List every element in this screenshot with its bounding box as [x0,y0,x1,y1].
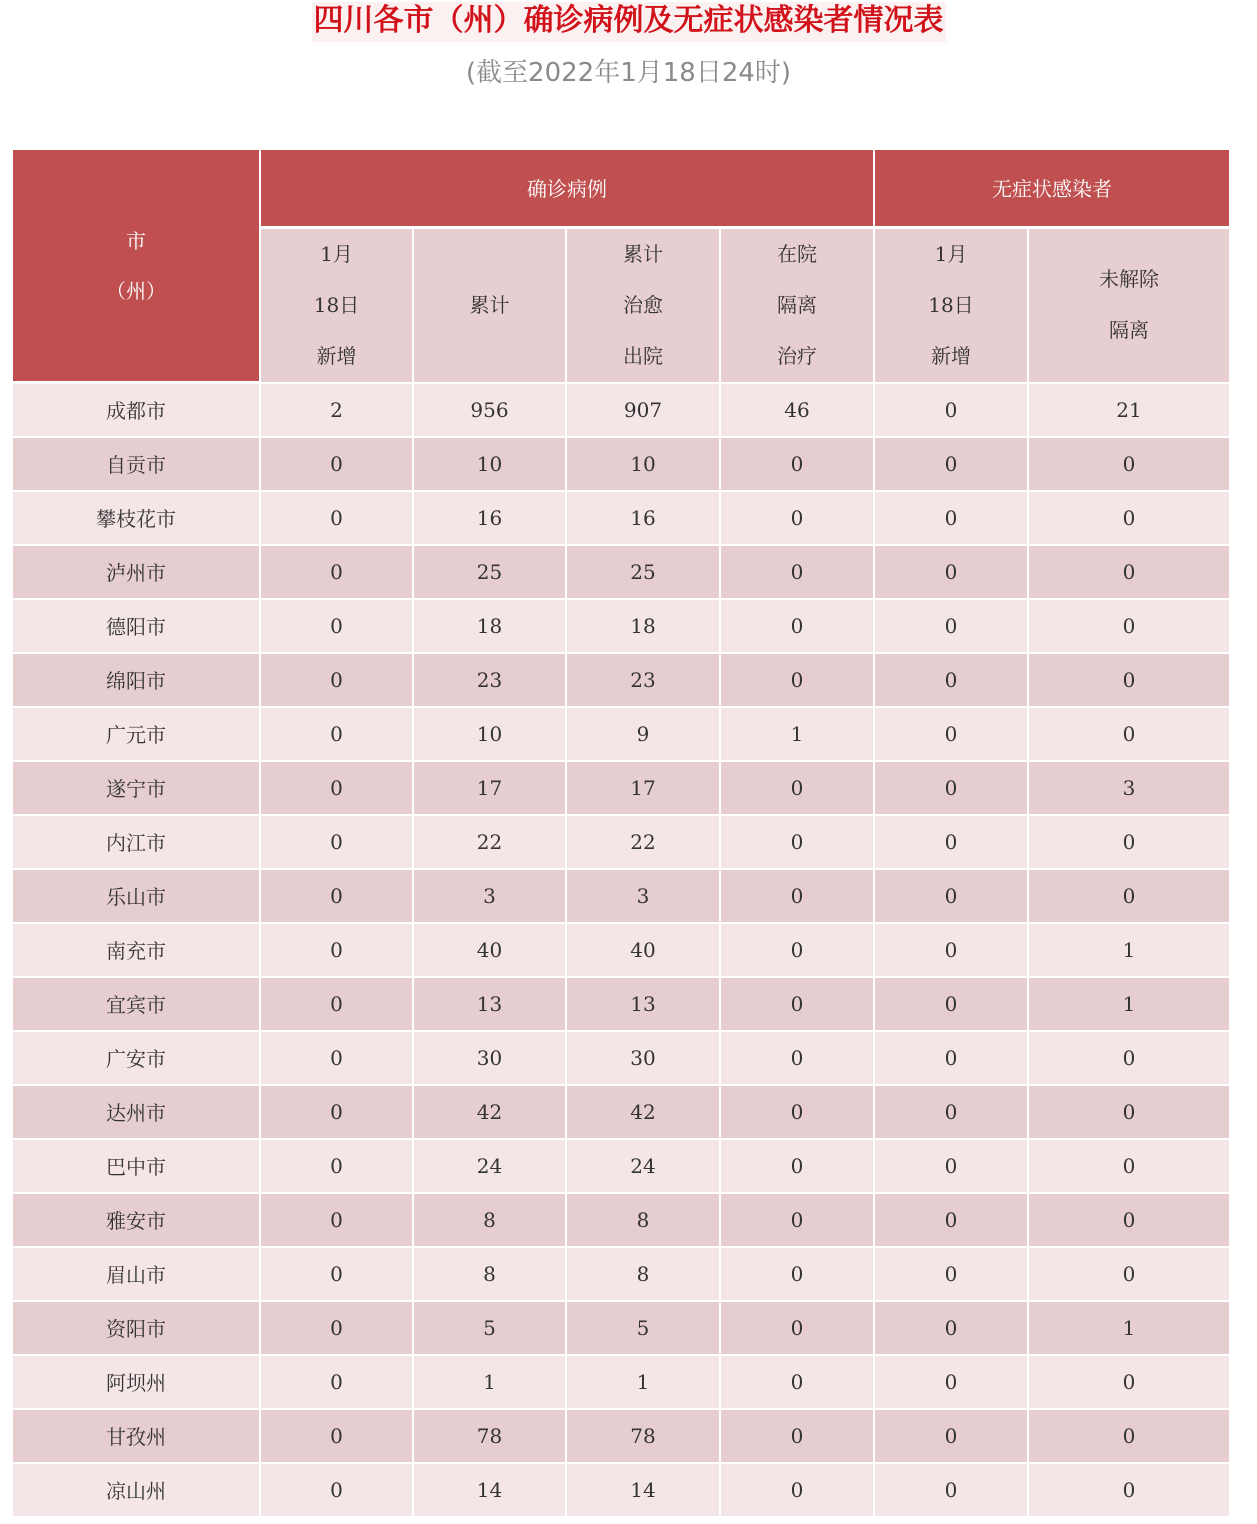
cell-confirmed-new: 0 [260,1463,413,1517]
cell-confirmed-hospitalized: 0 [720,923,874,977]
cell-confirmed-hospitalized: 1 [720,707,874,761]
cell-confirmed-recovered: 30 [566,1031,720,1085]
cell-asymptomatic-new: 0 [874,707,1028,761]
cell-asymptomatic-isolated: 1 [1028,1301,1229,1355]
cell-confirmed-new: 0 [260,599,413,653]
cell-city-name: 资阳市 [13,1301,260,1355]
cell-asymptomatic-isolated: 1 [1028,977,1229,1031]
cell-confirmed-recovered: 1 [566,1355,720,1409]
cell-asymptomatic-new: 0 [874,923,1028,977]
cell-city-name: 绵阳市 [13,653,260,707]
cell-asymptomatic-isolated: 1 [1028,923,1229,977]
cell-confirmed-hospitalized: 0 [720,1247,874,1301]
cell-asymptomatic-new: 0 [874,1031,1028,1085]
cell-confirmed-recovered: 42 [566,1085,720,1139]
cell-asymptomatic-isolated: 0 [1028,491,1229,545]
cell-city-name: 攀枝花市 [13,491,260,545]
cell-asymptomatic-new: 0 [874,545,1028,599]
header-group-confirmed: 确诊病例 [260,150,874,227]
cell-confirmed-total: 14 [413,1463,566,1517]
cell-asymptomatic-new: 0 [874,977,1028,1031]
cell-confirmed-hospitalized: 0 [720,1355,874,1409]
table-row [13,923,1229,977]
cell-asymptomatic-new: 0 [874,869,1028,923]
cell-city-name: 德阳市 [13,599,260,653]
cell-confirmed-recovered: 18 [566,599,720,653]
cell-confirmed-recovered: 13 [566,977,720,1031]
cell-asymptomatic-isolated: 0 [1028,869,1229,923]
cell-confirmed-new: 0 [260,437,413,491]
page-subtitle: (截至2022年1月18日24时) [465,58,792,88]
cell-city-name: 雅安市 [13,1193,260,1247]
cell-asymptomatic-isolated: 0 [1028,1409,1229,1463]
cell-confirmed-total: 23 [413,653,566,707]
cell-confirmed-new: 0 [260,1247,413,1301]
page-title-wrap [0,2,1257,42]
cell-city-name: 凉山州 [13,1463,260,1517]
cell-confirmed-recovered: 14 [566,1463,720,1517]
cell-city-name: 成都市 [13,383,260,437]
cell-confirmed-new: 0 [260,815,413,869]
header-confirmed-total: 累计 [413,227,566,383]
cell-confirmed-total: 1 [413,1355,566,1409]
cell-asymptomatic-isolated: 0 [1028,437,1229,491]
cell-confirmed-hospitalized: 0 [720,545,874,599]
cell-asymptomatic-new: 0 [874,383,1028,437]
cell-city-name: 遂宁市 [13,761,260,815]
cell-confirmed-total: 3 [413,869,566,923]
table-row [13,491,1229,545]
cell-asymptomatic-new: 0 [874,1085,1028,1139]
cell-confirmed-hospitalized: 0 [720,1463,874,1517]
cell-confirmed-total: 24 [413,1139,566,1193]
table-row [13,1085,1229,1139]
cell-asymptomatic-isolated: 0 [1028,1247,1229,1301]
cell-asymptomatic-isolated: 3 [1028,761,1229,815]
cell-confirmed-hospitalized: 0 [720,437,874,491]
cell-city-name: 泸州市 [13,545,260,599]
cell-asymptomatic-new: 0 [874,815,1028,869]
table-row [13,383,1229,437]
cell-confirmed-total: 13 [413,977,566,1031]
cell-confirmed-recovered: 25 [566,545,720,599]
table-row [13,1247,1229,1301]
cell-confirmed-total: 22 [413,815,566,869]
table-row [13,707,1229,761]
cell-confirmed-hospitalized: 0 [720,1085,874,1139]
header-asymptomatic-isolated: 未解除 隔离 [1028,227,1229,383]
cell-asymptomatic-isolated: 0 [1028,1355,1229,1409]
cell-confirmed-total: 18 [413,599,566,653]
cell-confirmed-total: 5 [413,1301,566,1355]
cell-city-name: 达州市 [13,1085,260,1139]
cell-asymptomatic-new: 0 [874,599,1028,653]
cell-confirmed-total: 40 [413,923,566,977]
cell-confirmed-total: 10 [413,437,566,491]
cell-asymptomatic-new: 0 [874,1355,1028,1409]
cell-asymptomatic-new: 0 [874,1247,1028,1301]
cell-confirmed-hospitalized: 0 [720,653,874,707]
cell-city-name: 广安市 [13,1031,260,1085]
cell-confirmed-new: 0 [260,707,413,761]
cell-asymptomatic-new: 0 [874,653,1028,707]
cell-asymptomatic-isolated: 0 [1028,707,1229,761]
cell-confirmed-new: 0 [260,761,413,815]
header-city [13,150,260,383]
table-row [13,815,1229,869]
cell-asymptomatic-isolated: 0 [1028,599,1229,653]
cell-confirmed-recovered: 17 [566,761,720,815]
cell-asymptomatic-new: 0 [874,1463,1028,1517]
cell-confirmed-hospitalized: 0 [720,869,874,923]
cell-city-name: 眉山市 [13,1247,260,1301]
cell-asymptomatic-isolated: 0 [1028,1139,1229,1193]
header-confirmed-recovered: 累计 治愈 出院 [566,227,720,383]
cell-confirmed-recovered: 8 [566,1193,720,1247]
cell-confirmed-recovered: 23 [566,653,720,707]
header-confirmed-hospitalized: 在院 隔离 治疗 [720,227,874,383]
table-row [13,1409,1229,1463]
cell-confirmed-recovered: 907 [566,383,720,437]
page-title: 四川各市（州）确诊病例及无症状感染者情况表 [312,2,946,42]
cell-asymptomatic-new: 0 [874,1409,1028,1463]
cell-confirmed-recovered: 8 [566,1247,720,1301]
cell-confirmed-recovered: 78 [566,1409,720,1463]
cell-confirmed-total: 16 [413,491,566,545]
cell-asymptomatic-isolated: 0 [1028,653,1229,707]
table-row [13,437,1229,491]
table-row [13,1463,1229,1517]
cell-asymptomatic-isolated: 0 [1028,545,1229,599]
cell-confirmed-hospitalized: 0 [720,599,874,653]
cell-asymptomatic-new: 0 [874,491,1028,545]
table-row [13,1355,1229,1409]
cell-confirmed-recovered: 40 [566,923,720,977]
cell-confirmed-hospitalized: 46 [720,383,874,437]
cell-confirmed-total: 30 [413,1031,566,1085]
cell-city-name: 甘孜州 [13,1409,260,1463]
cell-confirmed-total: 10 [413,707,566,761]
cell-confirmed-hospitalized: 0 [720,977,874,1031]
cell-asymptomatic-isolated: 21 [1028,383,1229,437]
cell-city-name: 阿坝州 [13,1355,260,1409]
table-row [13,653,1229,707]
table-row [13,1031,1229,1085]
cell-asymptomatic-new: 0 [874,1301,1028,1355]
header-group-asymptomatic: 无症状感染者 [874,150,1229,227]
cell-confirmed-new: 0 [260,869,413,923]
cell-city-name: 巴中市 [13,1139,260,1193]
cases-table [13,150,1229,1518]
cell-confirmed-new: 0 [260,977,413,1031]
cell-confirmed-new: 0 [260,1139,413,1193]
cell-confirmed-hospitalized: 0 [720,491,874,545]
cell-asymptomatic-new: 0 [874,437,1028,491]
cell-confirmed-hospitalized: 0 [720,1139,874,1193]
cell-confirmed-total: 78 [413,1409,566,1463]
cell-confirmed-new: 0 [260,1355,413,1409]
header-city-label: 市 （州） [106,228,166,303]
cell-confirmed-hospitalized: 0 [720,815,874,869]
cell-confirmed-new: 0 [260,653,413,707]
header-asymptomatic-new: 1月 18日 新增 [874,227,1028,383]
cell-confirmed-new: 2 [260,383,413,437]
cell-confirmed-recovered: 24 [566,1139,720,1193]
cell-asymptomatic-isolated: 0 [1028,815,1229,869]
table-body [13,383,1229,1517]
cell-asymptomatic-isolated: 0 [1028,1463,1229,1517]
cell-confirmed-recovered: 9 [566,707,720,761]
table-row [13,1193,1229,1247]
cell-asymptomatic-new: 0 [874,1139,1028,1193]
cell-city-name: 南充市 [13,923,260,977]
cell-confirmed-recovered: 3 [566,869,720,923]
table-header [13,150,1229,383]
table-row [13,1139,1229,1193]
table-row [13,761,1229,815]
cell-confirmed-hospitalized: 0 [720,761,874,815]
cell-confirmed-new: 0 [260,545,413,599]
cell-confirmed-total: 42 [413,1085,566,1139]
cell-confirmed-total: 956 [413,383,566,437]
cell-city-name: 乐山市 [13,869,260,923]
cell-confirmed-new: 0 [260,1031,413,1085]
cell-city-name: 宜宾市 [13,977,260,1031]
cell-confirmed-new: 0 [260,923,413,977]
cell-asymptomatic-isolated: 0 [1028,1085,1229,1139]
cell-confirmed-recovered: 22 [566,815,720,869]
cell-confirmed-hospitalized: 0 [720,1409,874,1463]
cell-confirmed-recovered: 16 [566,491,720,545]
header-confirmed-new: 1月 18日 新增 [260,227,413,383]
cell-city-name: 内江市 [13,815,260,869]
cell-asymptomatic-new: 0 [874,1193,1028,1247]
cell-confirmed-total: 17 [413,761,566,815]
cell-confirmed-hospitalized: 0 [720,1193,874,1247]
cell-confirmed-new: 0 [260,1301,413,1355]
table-row [13,869,1229,923]
cell-confirmed-total: 8 [413,1193,566,1247]
cell-asymptomatic-isolated: 0 [1028,1031,1229,1085]
cell-confirmed-new: 0 [260,1409,413,1463]
cell-confirmed-hospitalized: 0 [720,1031,874,1085]
cell-confirmed-recovered: 5 [566,1301,720,1355]
cell-city-name: 自贡市 [13,437,260,491]
table-row [13,599,1229,653]
cell-confirmed-new: 0 [260,491,413,545]
cell-city-name: 广元市 [13,707,260,761]
cell-confirmed-new: 0 [260,1085,413,1139]
cell-confirmed-new: 0 [260,1193,413,1247]
cell-confirmed-total: 25 [413,545,566,599]
cell-asymptomatic-isolated: 0 [1028,1193,1229,1247]
cell-confirmed-recovered: 10 [566,437,720,491]
cell-confirmed-hospitalized: 0 [720,1301,874,1355]
table-row [13,1301,1229,1355]
table-row [13,545,1229,599]
table-row [13,977,1229,1031]
cell-confirmed-total: 8 [413,1247,566,1301]
cell-asymptomatic-new: 0 [874,761,1028,815]
